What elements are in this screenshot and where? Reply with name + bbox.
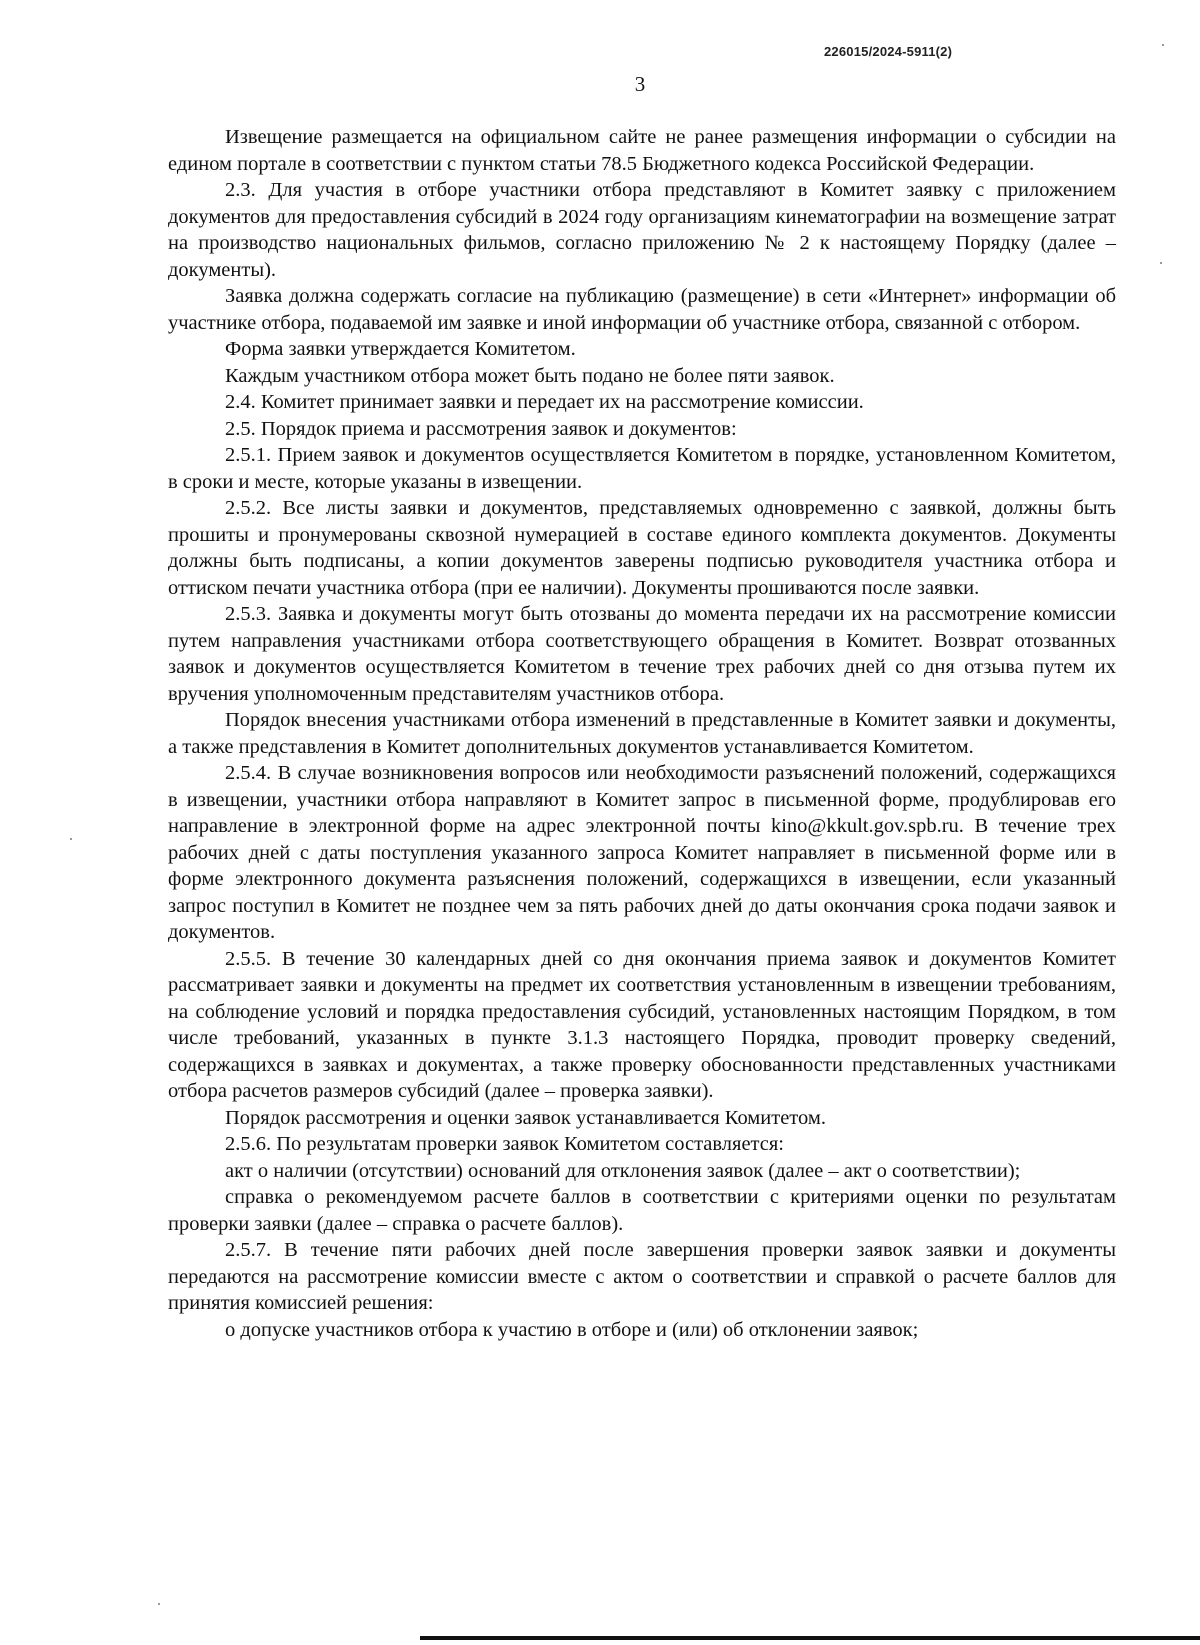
scan-speck	[70, 838, 72, 840]
page-number: 3	[634, 72, 646, 96]
scan-speck	[1162, 44, 1164, 46]
paragraph-2-5-1: 2.5.1. Прием заявок и документов осуществляется Комитетом в порядке, установленном Комитетом, в сроки и месте, которые указаны в извещении.	[168, 444, 1116, 493]
paragraph-2-5-3: 2.5.3. Заявка и документы могут быть отозваны до момента передачи их на рассмотрение комиссии путем направления участниками отбора соответствующего обращения в Комитет. Возврат отозванных заявок и документов осуществляется Комитетом в течение трех рабочих дней со дня отзыва путем их вручения уполномоченным представителям участников отбора.	[168, 603, 1116, 705]
scan-speck	[158, 1603, 160, 1605]
paragraph-admission: о допуске участников отбора к участию в отборе и (или) об отклонении заявок;	[225, 1318, 919, 1341]
paragraph-reference: справка о рекомендуемом расчете баллов в соответствии с критериями оценки по результатам проверки заявки (далее – справка о расчете баллов).	[168, 1186, 1116, 1235]
document-registration-number: 226015/2024-5911(2)	[824, 44, 953, 59]
paragraph-changes-procedure: Порядок внесения участниками отбора изменений в представленные в Комитет заявки и документы, а также представления в Комитет дополнительных документов устанавливается Комитетом.	[168, 709, 1116, 758]
paragraph-2-5-4: 2.5.4. В случае возникновения вопросов или необходимости разъяснений положений, содержащихся в извещении, участники отбора направляют в Комитет запрос в письменной форме, продублировав его направление в электронной форме на адрес электронной почты kino@kkult.gov.spb.ru. В течение трех рабочих дней с даты поступления указанного запроса Комитет направляет в письменной форме или в форме электронного документа разъяснения положений, содержащихся в извещении, если указанный запрос поступил в Комитет не позднее чем за пять рабочих дней до даты окончания срока подачи заявок и документов.	[168, 762, 1116, 943]
paragraph-2-5-2: 2.5.2. Все листы заявки и документов, представляемых одновременно с заявкой, должны быть прошиты и пронумерованы сквозной нумерацией в составе единого комплекта документов. Документы должны быть подписаны, а копии документов заверены подписью руководителя участника отбора и оттиском печати участника отбора (при ее наличии). Документы прошиваются после заявки.	[168, 497, 1116, 599]
scan-speck	[1160, 262, 1162, 264]
paragraph-2-5: 2.5. Порядок приема и рассмотрения заявок и документов:	[225, 417, 737, 440]
paragraph-2-5-7: 2.5.7. В течение пяти рабочих дней после завершения проверки заявок заявки и документы передаются на рассмотрение комиссии вместе с актом о соответствии и справкой о расчете баллов для принятия комиссией решения:	[168, 1239, 1116, 1314]
paragraph-form: Форма заявки утверждается Комитетом.	[225, 338, 576, 360]
paragraph-limit: Каждым участником отбора может быть подано не более пяти заявок.	[225, 364, 835, 387]
paragraph-2-5-5: 2.5.5. В течение 30 календарных дней со дня окончания приема заявок и документов Комитет рассматривает заявки и документы на предмет их соответствия установленным в извещении требованиям, на соблюдение условий и порядка предоставления субсидий, установленных настоящим Порядком, в том числе требований, указанных в пункте 3.1.3 настоящего Порядка, проводит проверку сведений, содержащихся в заявках и документах, а также проверку обоснованности представленных участниками отбора расчетов размеров субсидий (далее – проверка заявки).	[168, 947, 1116, 1102]
paragraph-2-4: 2.4. Комитет принимает заявки и передает их на рассмотрение комиссии.	[225, 391, 864, 413]
paragraph-notice-placement: Извещение размещается на официальном сайте не ранее размещения информации о субсидии на едином портале в соответствии с пунктом статьи 78.5 Бюджетного кодекса Российской Федерации.	[168, 126, 1116, 175]
paragraph-2-5-6: 2.5.6. По результатам проверки заявок Комитетом составляется:	[225, 1133, 784, 1155]
paragraph-consent: Заявка должна содержать согласие на публикацию (размещение) в сети «Интернет» информации об участнике отбора, подаваемой им заявке и иной информации об участнике отбора, связанной с отбором.	[168, 285, 1116, 334]
scan-edge-line	[420, 1636, 1200, 1640]
paragraph-evaluation-procedure: Порядок рассмотрения и оценки заявок устанавливается Комитетом.	[225, 1106, 826, 1129]
document-body	[168, 124, 1116, 1343]
paragraph-2-3: 2.3. Для участия в отборе участники отбора представляют в Комитет заявку с приложением документов для предоставления субсидий в 2024 году организациям кинематографии на возмещение затрат на производство национальных фильмов, согласно приложению № 2 к настоящему Порядку (далее – документы).	[168, 179, 1116, 281]
paragraph-act: акт о наличии (отсутствии) оснований для отклонения заявок (далее – акт о соответствии);	[225, 1159, 1021, 1182]
